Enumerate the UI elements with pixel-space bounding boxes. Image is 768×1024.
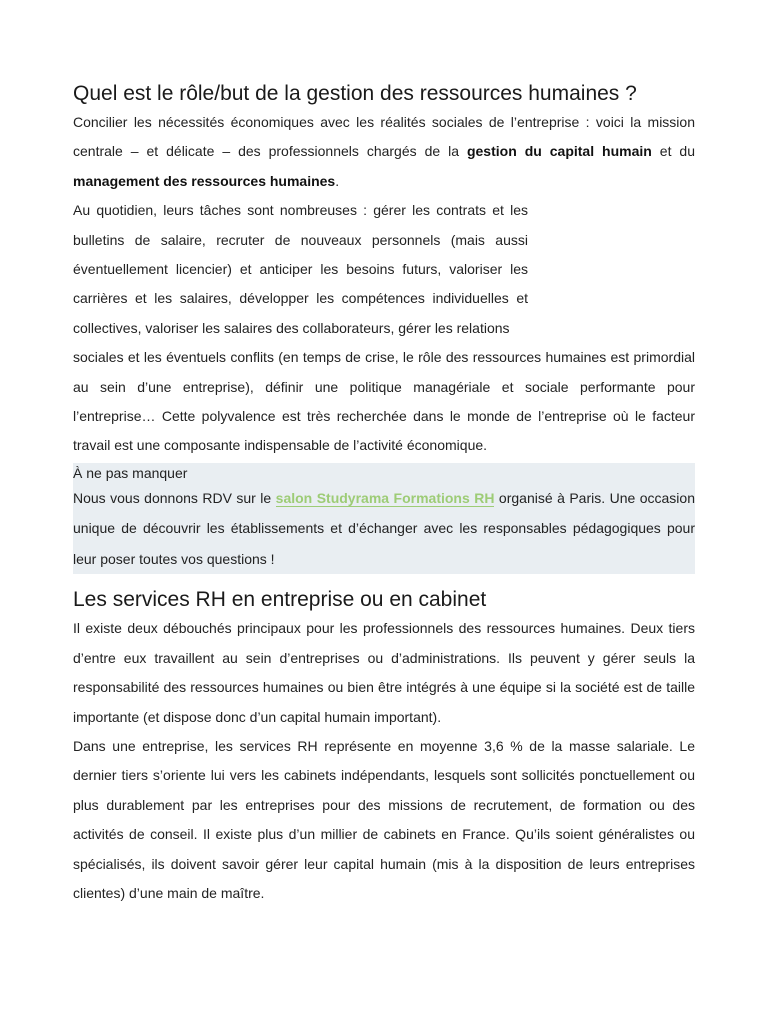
callout-text	[73, 483, 695, 575]
paragraph-tasks-continued: sociales et les éventuels conflits (en temps de crise, le rôle des ressources humaines est primordial au sein d’une entreprise), définir une politique managériale et sociale performante pour l’entreprise… Cette polyvalence est très recherchée dans le monde de l’entreprise où le facteur travail est une composante indispensable de l’activité économique.	[73, 349, 695, 454]
article-body	[73, 80, 695, 908]
bold-term-management-rh: management des ressources humaines	[73, 172, 336, 189]
paragraph-text: .	[335, 172, 340, 189]
section-title-role: Quel est le rôle/but de la gestion des ressources humaines ?	[73, 82, 637, 105]
salon-studyrama-link[interactable]: salon Studyrama Formations RH	[275, 489, 495, 506]
callout-text-after: organisé à Paris. Une occasion unique de découvrir les établissements et d’échanger avec les responsables pédagogiques pour leur poser toutes vos questions !	[73, 489, 695, 567]
paragraph-debouches: Il existe deux débouchés principaux pour les professionnels des ressources humaines. Deux tiers d’entre eux travaillent au sein d’entreprises ou d’administrations. Ils peuvent y gérer seuls la responsabilité des ressources humaines ou bien être intégrés à une équipe si la société est de taille importante (et dispose donc d’un capital humain important).	[73, 620, 695, 725]
section-title-services: Les services RH en entreprise ou en cabinet	[73, 588, 487, 612]
callout-text-before: Nous vous donnons RDV sur le	[73, 489, 276, 506]
callout-box	[73, 463, 695, 575]
paragraph-text: Concilier les nécessités économiques avec les réalités sociales de l’entreprise : voici la mission centrale – et délicate – des professionnels chargés de la	[73, 114, 695, 160]
bold-term-capital-humain: gestion du capital humain	[466, 143, 652, 160]
callout-title: À ne pas manquer	[73, 464, 188, 481]
paragraph-tasks-narrow: Au quotidien, leurs tâches sont nombreuses : gérer les contrats et les bulletins de salaire, recruter de nouveaux personnels (mais aussi éventuellement licencier) et anticiper les besoins futurs, valoriser les carrières et les salaires, développer les compétences individuelles et collectives, valoriser les salaires des collaborateurs, gérer les relations	[73, 202, 528, 336]
paragraph-mission	[73, 108, 695, 196]
paragraph-cabinets: Dans une entreprise, les services RH représente en moyenne 3,6 % de la masse salariale. Le dernier tiers s’oriente lui vers les cabinets indépendants, lesquels sont sollicités ponctuellement ou plus durablement par les entreprises pour des missions de recrutement, de formation ou des activités de conseil. Il existe plus d’un millier de cabinets en France. Qu’ils soient généralistes ou spécialisés, ils doivent savoir gérer leur capital humain (mis à la disposition de leurs entreprises clientes) d’une main de maître.	[73, 738, 695, 902]
paragraph-text: et du	[651, 143, 695, 160]
